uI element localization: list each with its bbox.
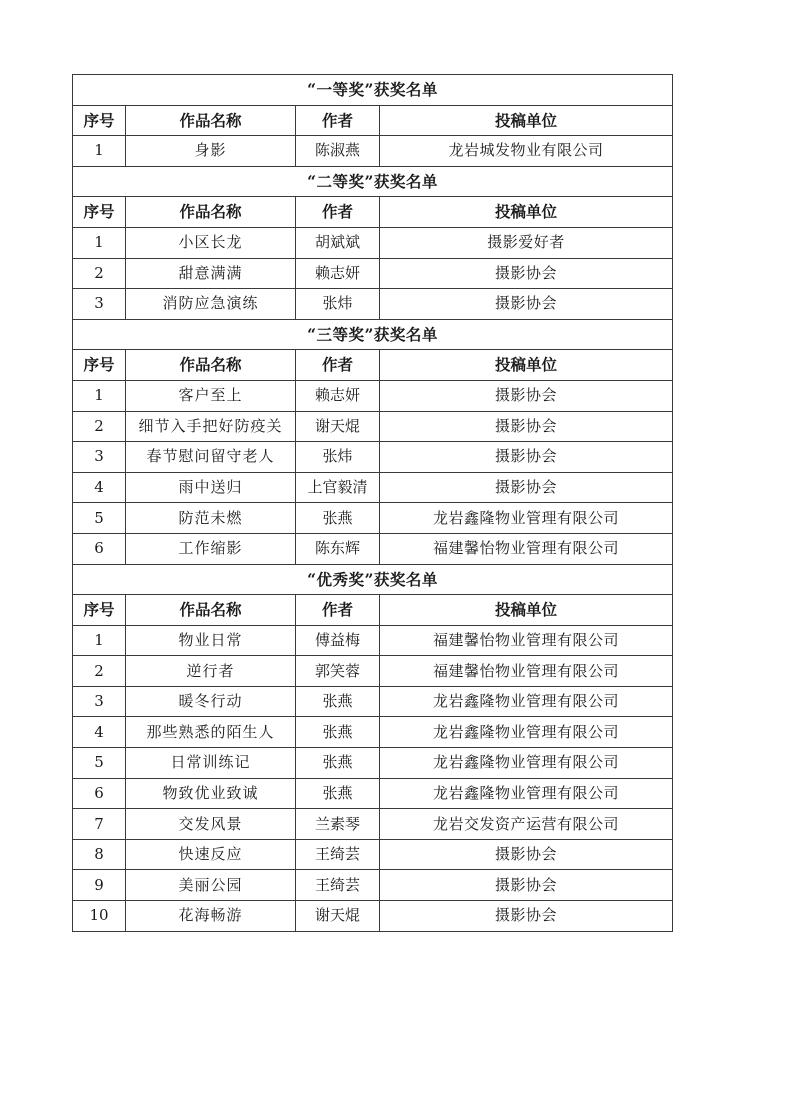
cell-submitting-unit: 摄影协会	[380, 258, 673, 289]
cell-submitting-unit: 摄影协会	[380, 411, 673, 442]
award-list-document	[72, 74, 672, 932]
cell-serial-number: 6	[73, 533, 126, 564]
column-header-row	[73, 105, 673, 136]
header-submitting-unit: 投稿单位	[380, 350, 673, 381]
header-work-title: 作品名称	[126, 105, 296, 136]
cell-serial-number: 4	[73, 472, 126, 503]
table-row	[73, 809, 673, 840]
table-row	[73, 686, 673, 717]
header-submitting-unit: 投稿单位	[380, 595, 673, 626]
table-row	[73, 472, 673, 503]
table-row	[73, 656, 673, 687]
section-title-row	[73, 166, 673, 197]
cell-work-title: 雨中送归	[126, 472, 296, 503]
table-row	[73, 503, 673, 534]
cell-submitting-unit: 龙岩鑫隆物业管理有限公司	[380, 748, 673, 779]
table-row	[73, 901, 673, 932]
cell-work-title: 花海畅游	[126, 901, 296, 932]
header-submitting-unit: 投稿单位	[380, 105, 673, 136]
cell-submitting-unit: 福建馨怡物业管理有限公司	[380, 533, 673, 564]
column-header-row	[73, 595, 673, 626]
table-row	[73, 442, 673, 473]
table-row	[73, 717, 673, 748]
cell-submitting-unit: 龙岩鑫隆物业管理有限公司	[380, 717, 673, 748]
cell-serial-number: 2	[73, 411, 126, 442]
cell-author: 张燕	[296, 778, 380, 809]
cell-submitting-unit: 龙岩鑫隆物业管理有限公司	[380, 778, 673, 809]
cell-author: 傅益梅	[296, 625, 380, 656]
cell-work-title: 快速反应	[126, 839, 296, 870]
header-serial-number: 序号	[73, 105, 126, 136]
section-title: “三等奖”获奖名单	[73, 319, 673, 350]
table-row	[73, 380, 673, 411]
cell-work-title: 防范未燃	[126, 503, 296, 534]
cell-author: 张燕	[296, 717, 380, 748]
cell-work-title: 物业日常	[126, 625, 296, 656]
cell-author: 张炜	[296, 442, 380, 473]
header-work-title: 作品名称	[126, 197, 296, 228]
cell-author: 上官毅清	[296, 472, 380, 503]
cell-author: 王绮芸	[296, 839, 380, 870]
cell-author: 张燕	[296, 503, 380, 534]
cell-submitting-unit: 摄影爱好者	[380, 227, 673, 258]
cell-work-title: 美丽公园	[126, 870, 296, 901]
cell-serial-number: 7	[73, 809, 126, 840]
cell-work-title: 小区长龙	[126, 227, 296, 258]
section-title-row	[73, 75, 673, 106]
cell-author: 张燕	[296, 748, 380, 779]
cell-work-title: 那些熟悉的陌生人	[126, 717, 296, 748]
cell-serial-number: 3	[73, 442, 126, 473]
cell-author: 陈东辉	[296, 533, 380, 564]
cell-serial-number: 10	[73, 901, 126, 932]
cell-serial-number: 1	[73, 625, 126, 656]
cell-author: 赖志妍	[296, 258, 380, 289]
cell-author: 张炜	[296, 289, 380, 320]
cell-serial-number: 2	[73, 258, 126, 289]
cell-serial-number: 8	[73, 839, 126, 870]
table-row	[73, 136, 673, 167]
section-title-row	[73, 564, 673, 595]
header-author: 作者	[296, 350, 380, 381]
header-author: 作者	[296, 197, 380, 228]
cell-submitting-unit: 龙岩城发物业有限公司	[380, 136, 673, 167]
section-title-row	[73, 319, 673, 350]
section-title: “一等奖”获奖名单	[73, 75, 673, 106]
header-author: 作者	[296, 595, 380, 626]
table-row	[73, 289, 673, 320]
table-row	[73, 839, 673, 870]
cell-submitting-unit: 摄影协会	[380, 870, 673, 901]
table-row	[73, 870, 673, 901]
cell-serial-number: 3	[73, 289, 126, 320]
cell-work-title: 消防应急演练	[126, 289, 296, 320]
cell-work-title: 工作缩影	[126, 533, 296, 564]
cell-work-title: 客户至上	[126, 380, 296, 411]
cell-submitting-unit: 摄影协会	[380, 472, 673, 503]
header-serial-number: 序号	[73, 595, 126, 626]
header-serial-number: 序号	[73, 350, 126, 381]
cell-serial-number: 1	[73, 380, 126, 411]
cell-submitting-unit: 龙岩鑫隆物业管理有限公司	[380, 686, 673, 717]
cell-author: 王绮芸	[296, 870, 380, 901]
table-row	[73, 227, 673, 258]
cell-serial-number: 5	[73, 748, 126, 779]
cell-serial-number: 6	[73, 778, 126, 809]
cell-serial-number: 9	[73, 870, 126, 901]
header-serial-number: 序号	[73, 197, 126, 228]
column-header-row	[73, 197, 673, 228]
header-work-title: 作品名称	[126, 595, 296, 626]
cell-author: 谢天焜	[296, 411, 380, 442]
cell-work-title: 细节入手把好防疫关	[126, 411, 296, 442]
header-submitting-unit: 投稿单位	[380, 197, 673, 228]
cell-author: 陈淑燕	[296, 136, 380, 167]
cell-serial-number: 5	[73, 503, 126, 534]
cell-submitting-unit: 摄影协会	[380, 901, 673, 932]
column-header-row	[73, 350, 673, 381]
cell-submitting-unit: 摄影协会	[380, 442, 673, 473]
cell-serial-number: 3	[73, 686, 126, 717]
header-work-title: 作品名称	[126, 350, 296, 381]
cell-work-title: 身影	[126, 136, 296, 167]
header-author: 作者	[296, 105, 380, 136]
cell-submitting-unit: 福建馨怡物业管理有限公司	[380, 656, 673, 687]
table-row	[73, 533, 673, 564]
cell-work-title: 暖冬行动	[126, 686, 296, 717]
cell-serial-number: 4	[73, 717, 126, 748]
cell-submitting-unit: 龙岩交发资产运营有限公司	[380, 809, 673, 840]
table-row	[73, 778, 673, 809]
cell-author: 谢天焜	[296, 901, 380, 932]
cell-author: 胡斌斌	[296, 227, 380, 258]
cell-work-title: 甜意满满	[126, 258, 296, 289]
cell-submitting-unit: 摄影协会	[380, 380, 673, 411]
cell-serial-number: 2	[73, 656, 126, 687]
cell-submitting-unit: 摄影协会	[380, 289, 673, 320]
cell-work-title: 物致优业致诚	[126, 778, 296, 809]
cell-serial-number: 1	[73, 227, 126, 258]
cell-work-title: 逆行者	[126, 656, 296, 687]
section-title: “二等奖”获奖名单	[73, 166, 673, 197]
cell-author: 赖志妍	[296, 380, 380, 411]
cell-submitting-unit: 摄影协会	[380, 839, 673, 870]
award-table	[72, 74, 673, 932]
cell-work-title: 日常训练记	[126, 748, 296, 779]
cell-author: 郭笑蓉	[296, 656, 380, 687]
award-table-body	[73, 75, 673, 932]
table-row	[73, 625, 673, 656]
table-row	[73, 411, 673, 442]
cell-work-title: 春节慰问留守老人	[126, 442, 296, 473]
table-row	[73, 748, 673, 779]
section-title: “优秀奖”获奖名单	[73, 564, 673, 595]
table-row	[73, 258, 673, 289]
cell-author: 张燕	[296, 686, 380, 717]
cell-submitting-unit: 福建馨怡物业管理有限公司	[380, 625, 673, 656]
cell-submitting-unit: 龙岩鑫隆物业管理有限公司	[380, 503, 673, 534]
cell-serial-number: 1	[73, 136, 126, 167]
cell-work-title: 交发风景	[126, 809, 296, 840]
cell-author: 兰素琴	[296, 809, 380, 840]
